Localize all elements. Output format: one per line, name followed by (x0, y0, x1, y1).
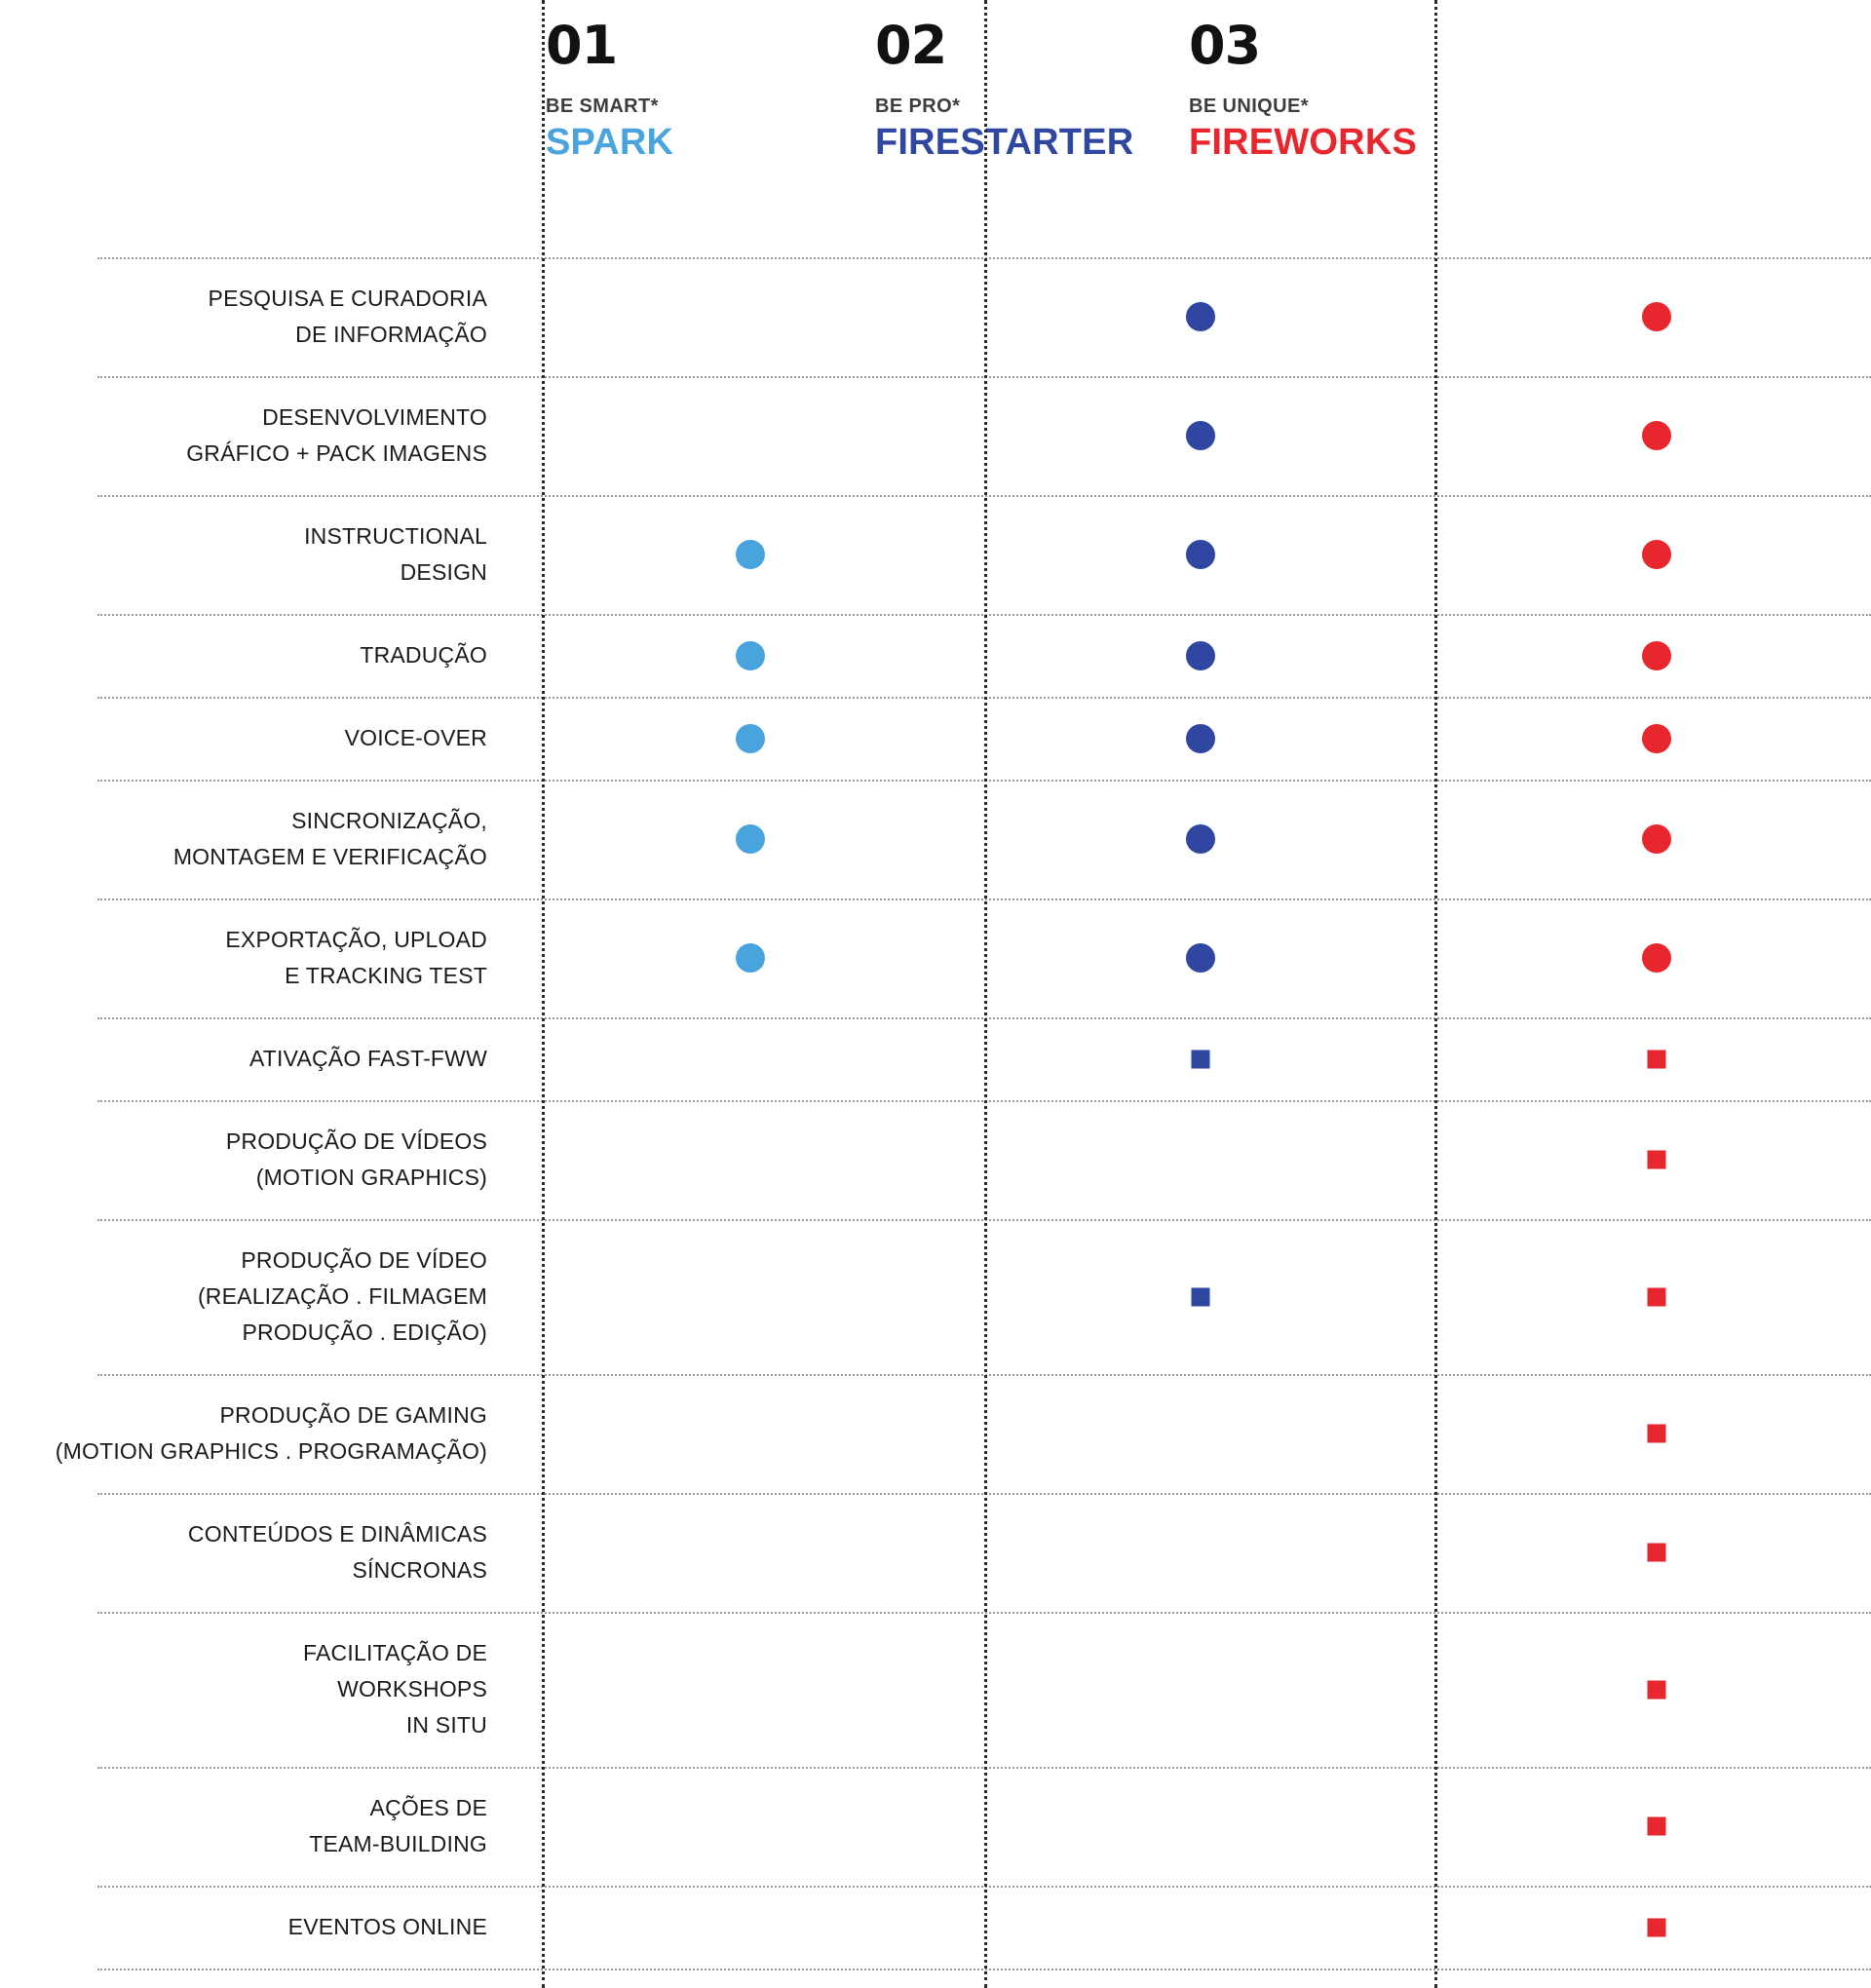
table-row (0, 697, 1871, 780)
table-row (0, 1767, 1871, 1886)
row-label-line: ATIVAÇÃO FAST-FWW (248, 1046, 487, 1071)
mark-square-fireworks (1648, 1918, 1666, 1936)
table-row (0, 1100, 1871, 1219)
mark-dot-firestarter (1186, 943, 1215, 973)
row-label-line: TRADUÇÃO (360, 642, 487, 668)
mark-dot-firestarter (1186, 421, 1215, 450)
row-label (0, 1790, 487, 1862)
mark-dot-spark (736, 724, 765, 753)
plan-name: FIREWORKS (1189, 122, 1418, 163)
row-label (0, 1124, 487, 1196)
row-label-line: E TRACKING TEST (285, 963, 487, 988)
row-label-line: PRODUÇÃO . EDIÇÃO) (242, 1319, 487, 1345)
row-label-line: MONTAGEM E VERIFICAÇÃO (172, 844, 487, 869)
plan-name: SPARK (546, 122, 674, 163)
mark-dot-spark (736, 641, 765, 670)
mark-dot-fireworks (1642, 540, 1671, 569)
row-label-line: IN SITU (405, 1712, 487, 1738)
row-label-line: (MOTION GRAPHICS) (255, 1165, 487, 1190)
plan-number: 01 (546, 15, 618, 76)
mark-dot-fireworks (1642, 641, 1671, 670)
table-row (0, 614, 1871, 697)
plan-header-firestarter (875, 15, 1134, 164)
plan-tagline: BE UNIQUE* (1189, 96, 1309, 117)
column-divider-3 (1434, 0, 1437, 1988)
mark-square-fireworks (1648, 1544, 1666, 1562)
row-label-line: SÍNCRONAS (352, 1557, 487, 1583)
mark-dot-fireworks (1642, 943, 1671, 973)
plan-tagline: BE SMART* (546, 96, 659, 117)
mark-dot-fireworks (1642, 724, 1671, 753)
row-label-line: PRODUÇÃO DE VÍDEOS (225, 1128, 487, 1154)
mark-dot-spark (736, 943, 765, 973)
table-row (0, 1612, 1871, 1767)
mark-dot-firestarter (1186, 641, 1215, 670)
column-divider-1 (542, 0, 545, 1988)
plan-header-spark (546, 15, 674, 164)
mark-dot-spark (736, 540, 765, 569)
mark-square-firestarter (1192, 1050, 1210, 1068)
plan-name: FIRESTARTER (875, 122, 1134, 163)
table-header (0, 0, 1871, 251)
row-label (0, 637, 487, 673)
row-label-line: PRODUÇÃO DE GAMING (219, 1402, 487, 1428)
table-row (0, 898, 1871, 1017)
plan-header-fireworks (1189, 15, 1418, 164)
table-row (0, 780, 1871, 898)
column-divider-2 (984, 0, 987, 1988)
mark-square-fireworks (1648, 1050, 1666, 1068)
table-row (0, 495, 1871, 614)
row-label-line: WORKSHOPS (337, 1676, 487, 1701)
mark-square-fireworks (1648, 1817, 1666, 1836)
mark-dot-fireworks (1642, 421, 1671, 450)
row-label (0, 720, 487, 756)
mark-square-fireworks (1648, 1151, 1666, 1169)
row-label-line: DESENVOLVIMENTO (262, 404, 487, 430)
table-row (0, 1017, 1871, 1100)
row-label (0, 1516, 487, 1588)
mark-dot-firestarter (1186, 724, 1215, 753)
row-label-line: INSTRUCTIONAL (304, 523, 487, 549)
plan-tagline: BE PRO* (875, 96, 961, 117)
mark-dot-fireworks (1642, 302, 1671, 331)
table-row (0, 376, 1871, 495)
row-label (0, 922, 487, 994)
row-label (0, 400, 487, 472)
mark-dot-spark (736, 824, 765, 854)
row-label (0, 518, 487, 591)
row-label-line: DE INFORMAÇÃO (295, 322, 487, 347)
mark-dot-fireworks (1642, 824, 1671, 854)
mark-square-firestarter (1192, 1287, 1210, 1306)
table-row (0, 257, 1871, 376)
row-label-line: FACILITAÇÃO DE (303, 1640, 487, 1665)
row-label-line: CONTEÚDOS E DINÂMICAS (187, 1521, 487, 1547)
row-label (0, 1635, 487, 1743)
row-label-line: AÇÕES DE (369, 1795, 487, 1820)
row-label (0, 1397, 487, 1470)
mark-dot-firestarter (1186, 302, 1215, 331)
plan-number: 03 (1189, 15, 1261, 76)
table-row (0, 1219, 1871, 1374)
table-row (0, 1374, 1871, 1493)
plan-number: 02 (875, 15, 947, 76)
mark-dot-firestarter (1186, 824, 1215, 854)
row-label-line: VOICE-OVER (344, 725, 487, 750)
row-label (0, 1909, 487, 1945)
row-label-line: EVENTOS ONLINE (287, 1914, 487, 1939)
row-label (0, 1041, 487, 1077)
mark-square-fireworks (1648, 1287, 1666, 1306)
row-label-line: (REALIZAÇÃO . FILMAGEM (197, 1283, 487, 1309)
row-label (0, 1242, 487, 1351)
row-label-line: EXPORTAÇÃO, UPLOAD (225, 927, 487, 952)
row-label-line: DESIGN (400, 559, 487, 585)
row-label-line: GRÁFICO + PACK IMAGENS (186, 440, 487, 466)
row-label-line: SINCRONIZAÇÃO, (291, 808, 487, 833)
mark-square-fireworks (1648, 1425, 1666, 1443)
table-row (0, 1886, 1871, 1969)
row-label-line: TEAM-BUILDING (309, 1831, 487, 1856)
row-label-line: (MOTION GRAPHICS . PROGRAMAÇÃO) (55, 1438, 487, 1464)
row-label (0, 803, 487, 875)
mark-square-fireworks (1648, 1680, 1666, 1699)
row-label-line: PRODUÇÃO DE VÍDEO (241, 1247, 487, 1273)
row-label-line: PESQUISA E CURADORIA (208, 286, 487, 311)
table-row (0, 1493, 1871, 1612)
row-label (0, 281, 487, 353)
mark-dot-firestarter (1186, 540, 1215, 569)
